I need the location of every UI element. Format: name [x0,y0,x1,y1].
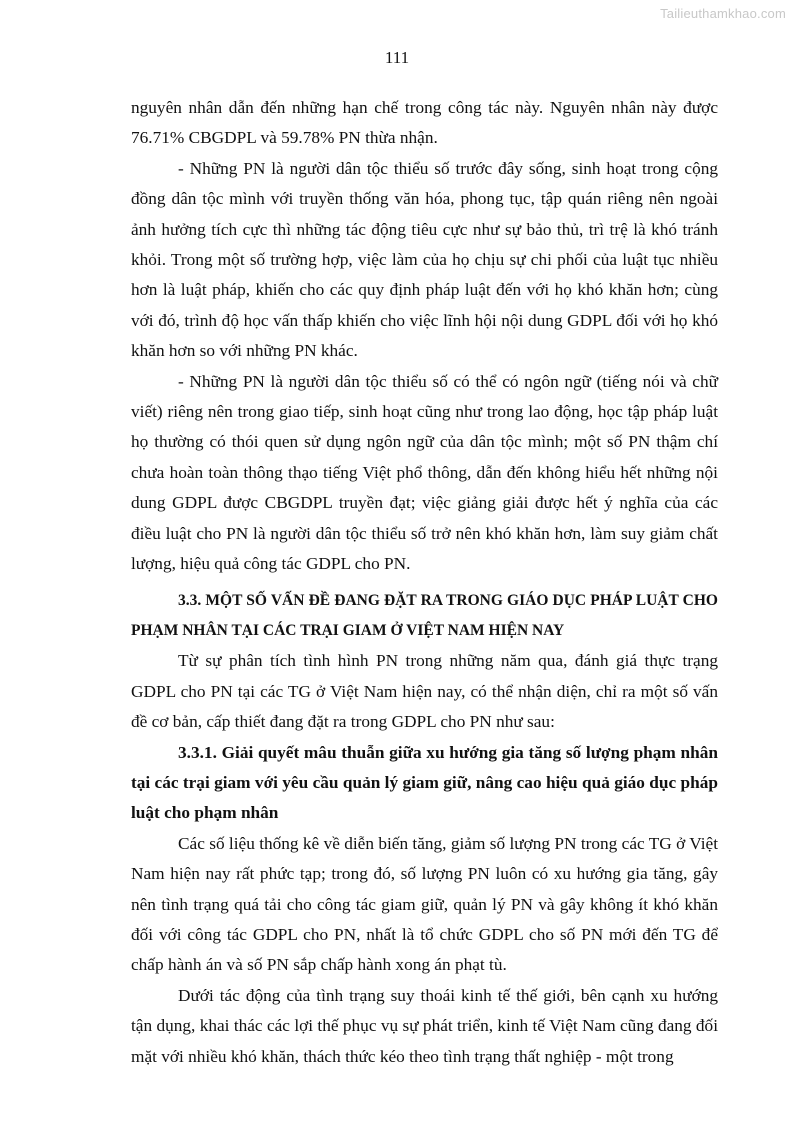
paragraph-continuation: nguyên nhân dẫn đến những hạn chế trong công tác này. Nguyên nhân này được 76.71% CBGDPL và 59.78% PN thừa nhận. [131,98,718,148]
paragraph-statistics: Các số liệu thống kê về diễn biến tăng, giảm số lượng PN trong các TG ở Việt Nam hiện nay rất phức tạp; trong đó, số lượng PN luôn có xu hướng gia tăng, gây nên tình trạng quá tải cho công tác giam giữ, quản lý PN và gây không ít khó khăn đối với công tác GDPL cho PN, nhất là tổ chức GDPL cho số PN mới đến TG để chấp hành án và số PN sắp chấp hành xong án phạt tù. [131,833,718,975]
paragraph-ethnic-minority-language: - Những PN là người dân tộc thiểu số có thể có ngôn ngữ (tiếng nói và chữ viết) riêng nên trong giao tiếp, sinh hoạt cũng như trong lao động, học tập pháp luật họ thường có thói quen sử dụng ngôn ngữ của dân tộc mình; một số PN thậm chí chưa hoàn toàn thông thạo tiếng Việt phổ thông, dẫn đến không hiểu hết những nội dung GDPL được CBGDPL truyền đạt; việc giảng giải được hết ý nghĩa của các điều luật cho PN là người dân tộc thiểu số trở nên khó khăn hơn, làm suy giảm chất lượng, hiệu quả công tác GDPL cho PN. [131,371,718,574]
paragraph-section-intro: Từ sự phân tích tình hình PN trong những năm qua, đánh giá thực trạng GDPL cho PN tại các TG ở Việt Nam hiện nay, có thể nhận diện, chỉ ra một số vấn đề cơ bản, cấp thiết đang đặt ra trong GDPL cho PN như sau: [131,651,718,732]
subsection-heading-3-3-1: 3.3.1. Giải quyết mâu thuẫn giữa xu hướng gia tăng số lượng phạm nhân tại các trại giam với yêu cầu quản lý giam giữ, nâng cao hiệu quả giáo dục pháp luật cho phạm nhân [131,742,718,823]
section-heading-3-3: 3.3. MỘT SỐ VẤN ĐỀ ĐANG ĐẶT RA TRONG GIÁO DỤC PHÁP LUẬT CHO PHẠM NHÂN TẠI CÁC TRẠI GIAM Ở VIỆT NAM HIỆN NAY [131,591,718,639]
page-number: 111 [384,48,410,67]
paragraph-ethnic-minority-traditions: - Những PN là người dân tộc thiểu số trước đây sống, sinh hoạt trong cộng đồng dân tộc mình với truyền thống văn hóa, phong tục, tập quán riêng nên ngoài ảnh hưởng tích cực thì những tác động tiêu cực như sự bảo thủ, trì trệ là khó tránh khỏi. Trong một số trường hợp, việc làm của họ chịu sự chi phối của luật tục nhiều hơn là luật pháp, khiến cho các quy định pháp luật đến với họ khó khăn hơn; cùng với đó, trình độ học vấn thấp khiến cho việc lĩnh hội nội dung GDPL đối với họ khó khăn hơn so với những PN khác. [131,158,718,361]
watermark: Tailieuthamkhao.com [660,6,786,21]
page-body [131,93,718,1072]
paragraph-economic-impact: Dưới tác động của tình trạng suy thoái kinh tế thế giới, bên cạnh xu hướng tận dụng, khai thác các lợi thế phục vụ sự phát triển, kinh tế Việt Nam cũng đang đối mặt với nhiều khó khăn, thách thức kéo theo tình trạng thất nghiệp - một trong [131,985,718,1066]
